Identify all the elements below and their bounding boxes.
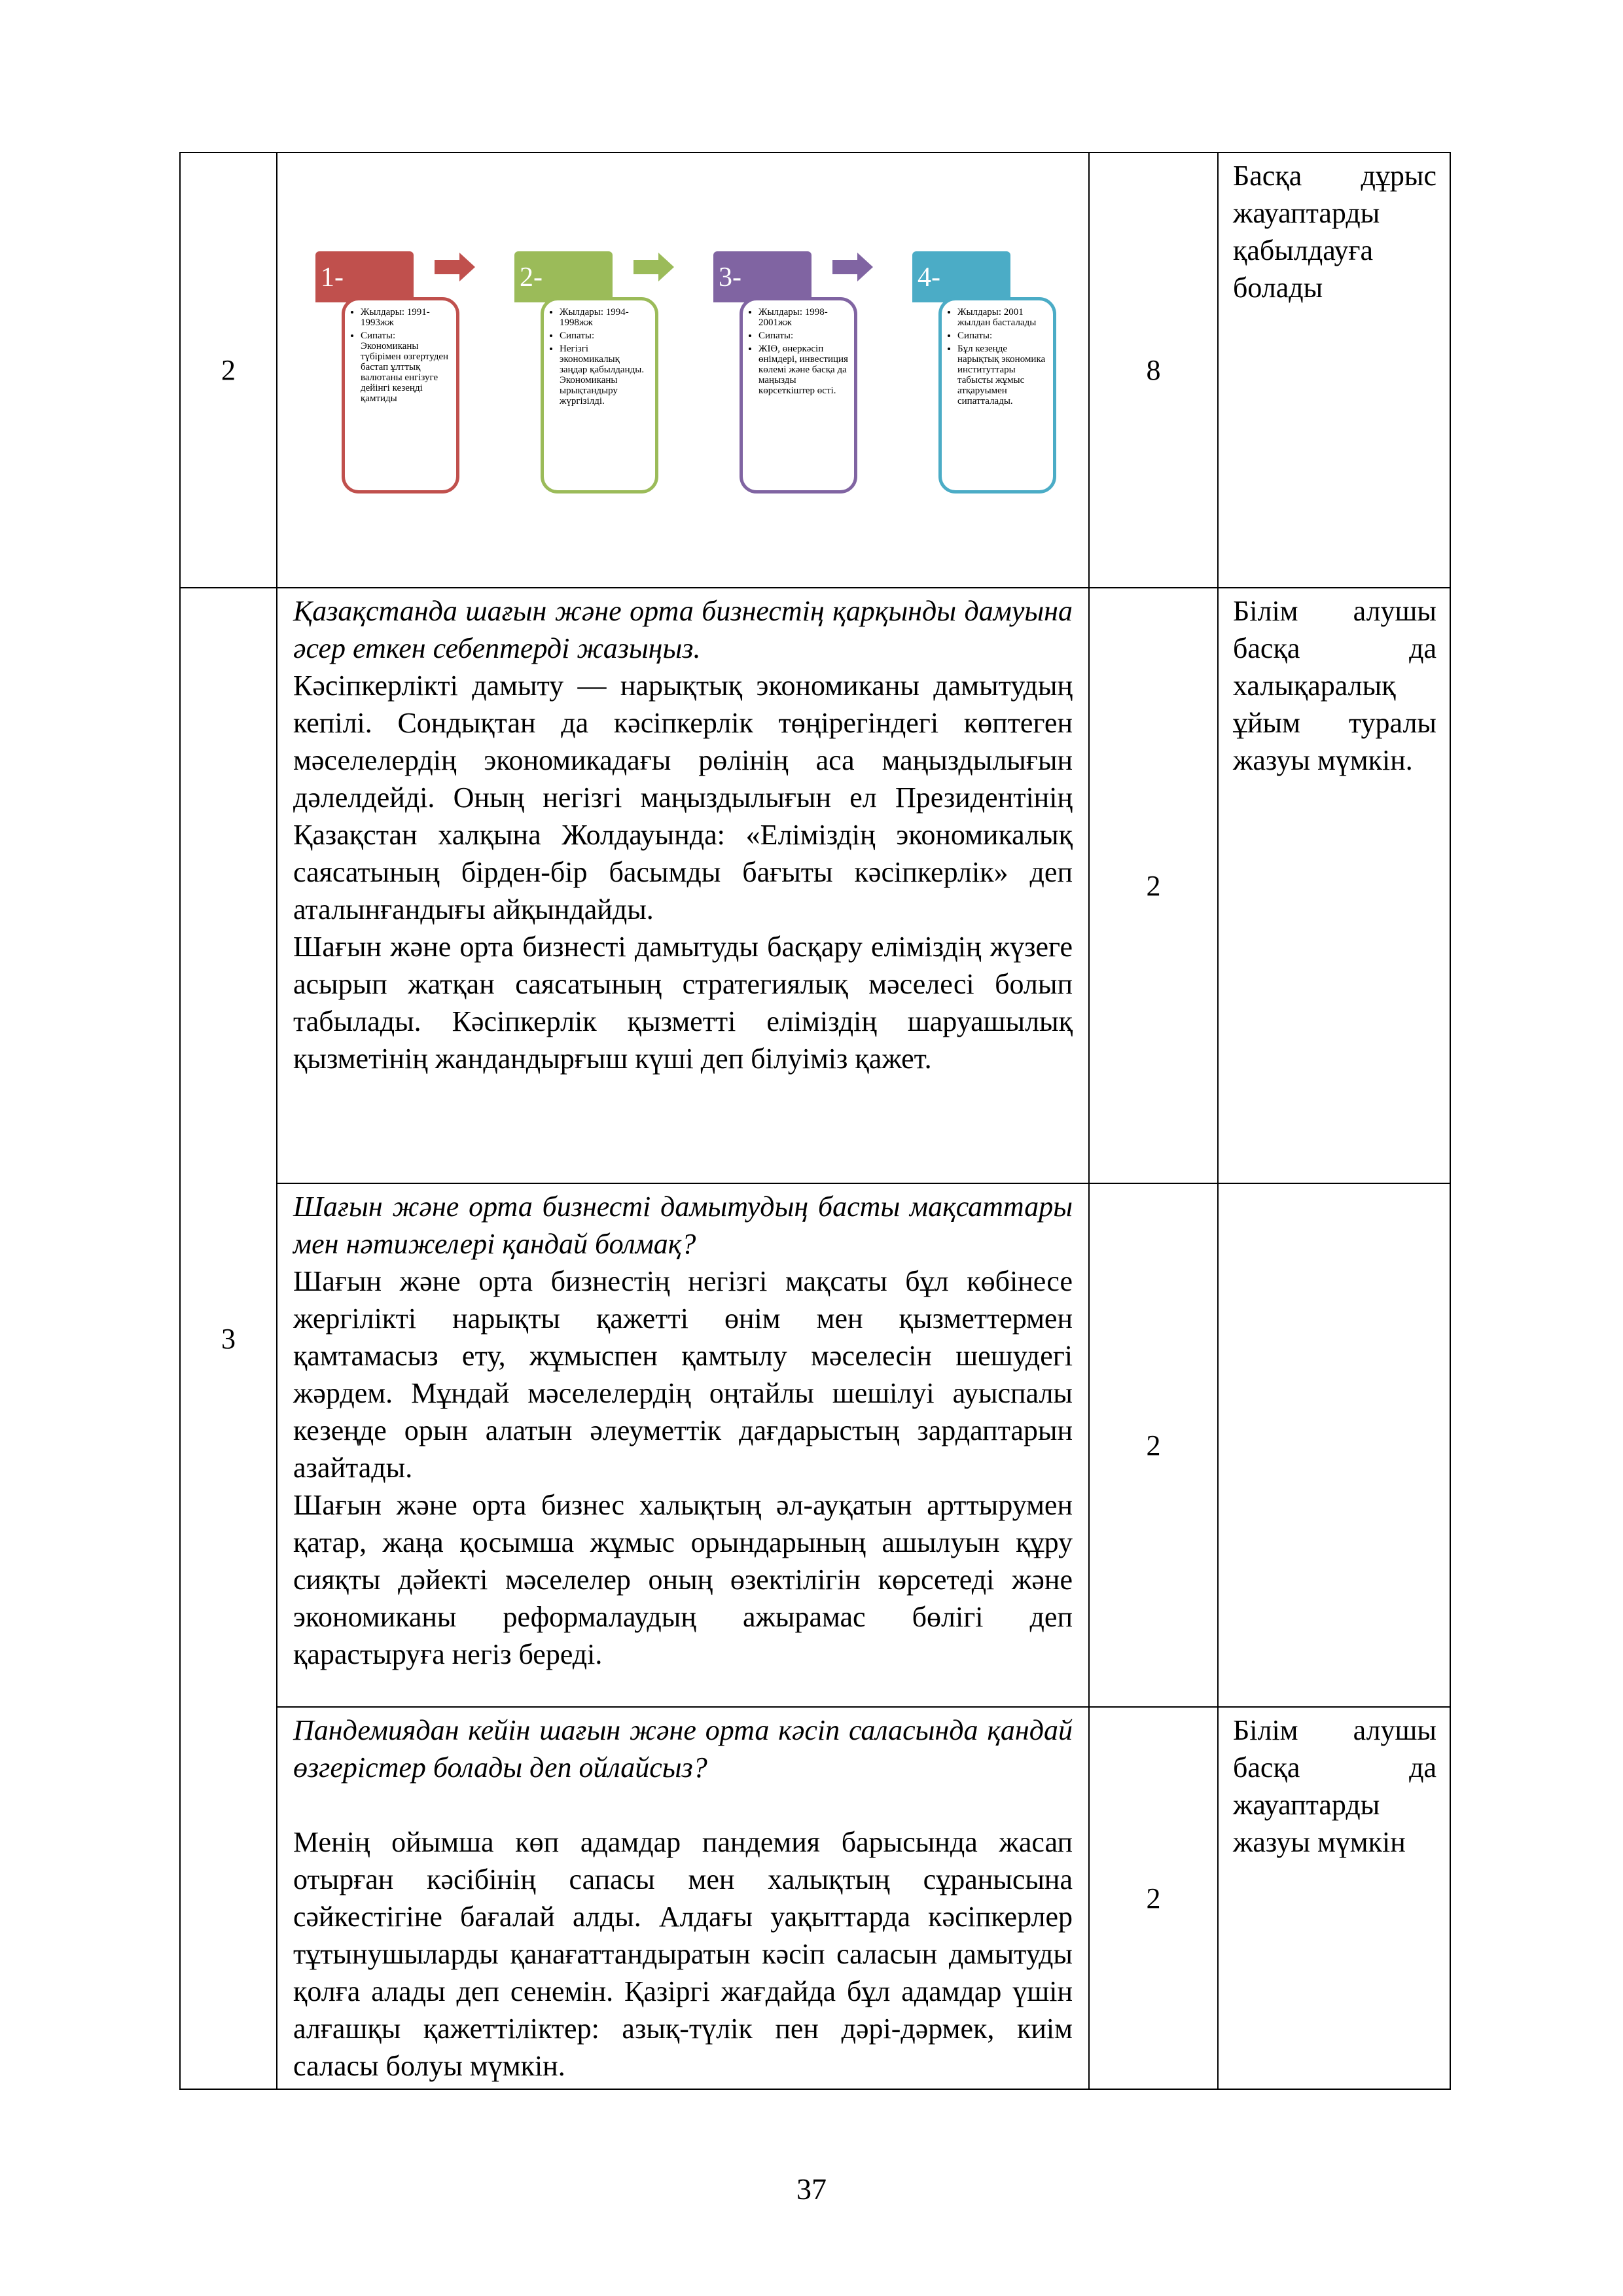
economic-stages-diagram xyxy=(277,153,1088,585)
stage-4-bullet: • Сипаты: xyxy=(957,331,1048,341)
score: 8 xyxy=(1089,152,1218,588)
grading-note-text: Білім алушы басқа да халықаралық ұйым туралы жазуы мүмкін. xyxy=(1233,595,1436,776)
stage-3-box xyxy=(740,297,857,493)
stage-1-label: 1- xyxy=(315,251,414,302)
question-text: Қазақстанда шағын және орта бизнестің қарқынды дамуына әсер еткен себептерді жазыңыз. xyxy=(293,595,1073,664)
answer-paragraph: Шағын және орта бизнесті дамытуды басқару еліміздің жүзеге асырып жатқан саясатының стратегиялық мәселесі болып табылады. Кәсіпкерлік қызметті еліміздің шаруашылық қызметінің жандандырғыш күші деп білуіміз қажет. xyxy=(293,931,1073,1075)
stage-4-bullet: • Жылдары: 2001 жылдан басталады xyxy=(957,307,1048,328)
stage-3-bullet: • ЖІӨ, өнеркәсіп өнімдері, инвестиция көлемі және басқа да маңызды көрсеткіштер өсті. xyxy=(758,344,849,396)
grading-note-text: Білім алушы басқа да жауаптарды жазуы мүмкін xyxy=(1233,1714,1436,1858)
score: 2 xyxy=(1089,1707,1218,2089)
question-text: Шағын және орта бизнесті дамытудың басты мақсаттары мен нәтижелері қандай болмақ? xyxy=(293,1191,1073,1260)
answer-cell xyxy=(277,1183,1089,1707)
arrow-right-icon xyxy=(435,253,475,281)
row-number: 2 xyxy=(180,152,277,588)
stage-4-box xyxy=(938,297,1056,493)
answer-paragraph: Менің ойымша көп адамдар пандемия барысында жасап отырған кәсібінің сапасы мен халықтың сұранысына сәйкестігіне бағалай алды. Алдағы уақыттарда кәсіпкерлер тұтынушыларды қанағаттандыратын кәсіп саласын дамытуды қолға алады деп сенемін. Қазіргі жағдайда бұл адамдар үшін алғашқы қажеттіліктер: азық-түлік пен дәрі-дәрмек, киім саласы болуы мүмкін. xyxy=(293,1826,1073,2082)
diagram-cell xyxy=(277,152,1089,588)
stage-2 xyxy=(514,251,658,493)
stage-1-box xyxy=(342,297,459,493)
stage-1-bullet: • Сипаты: Экономиканы түбірімен өзгертуден бастап ұлттық валютаны енгізуге дейінгі кезеңді қамтиды xyxy=(361,331,451,404)
stage-4-label: 4- xyxy=(912,251,1010,302)
answer-paragraph: Шағын және орта бизнес халықтың әл-ауқатын арттырумен қатар, жаңа қосымша жұмыс орындарының ашылуын құру сияқты дәйекті мәселелер оның өзектілігін көрсетеді және экономиканы реформалаудың ажырамас бөлігі деп қарастыруға негіз береді. xyxy=(293,1489,1073,1670)
stage-2-label: 2- xyxy=(514,251,613,302)
stage-2-bullet: • Сипаты: xyxy=(560,331,650,341)
score: 2 xyxy=(1089,588,1218,1183)
stage-1-bullet: • Жылдары: 1991-1993жж xyxy=(361,307,451,328)
grading-note xyxy=(1218,152,1450,588)
answer-cell xyxy=(277,1707,1089,2089)
table-row xyxy=(180,588,1450,1183)
grading-note xyxy=(1218,1183,1450,1707)
stage-4-bullet: • Бұл кезеңде нарықтық экономика институттары табысты жұмыс атқаруымен сипатталады. xyxy=(957,344,1048,406)
answer-table xyxy=(179,152,1451,2090)
score: 2 xyxy=(1089,1183,1218,1707)
stage-3-bullet: • Жылдары: 1998-2001жж xyxy=(758,307,849,328)
answer-paragraph: Шағын және орта бизнестің негізгі мақсаты бұл көбінесе жергілікті нарықты қажетті өнім мен қызметтермен қамтамасыз ету, жұмыспен қамтылу мәселесін шешудегі жәрдем. Мұндай мәселелердің оңтайлы шешілуі ауыспалы кезеңде орын алатын әлеуметтік дағдарыстың зардаптарын азайтады. xyxy=(293,1265,1073,1484)
answer-cell xyxy=(277,588,1089,1183)
question-text: Пандемиядан кейін шағын және орта кәсіп саласында қандай өзгерістер болады деп ойлайсыз? xyxy=(293,1714,1073,1784)
stage-2-bullet: • Жылдары: 1994-1998жж xyxy=(560,307,650,328)
stage-3-bullet: • Сипаты: xyxy=(758,331,849,341)
stage-1 xyxy=(315,251,459,493)
row-number: 3 xyxy=(180,588,277,2089)
arrow-right-icon xyxy=(633,253,674,281)
stage-3 xyxy=(713,251,857,493)
table-row xyxy=(180,1183,1450,1707)
stage-3-label: 3- xyxy=(713,251,812,302)
table-row xyxy=(180,152,1450,588)
stage-2-bullet: • Негізгі экономикалық заңдар қабылданды. Экономиканы ырықтандыру жүргізілді. xyxy=(560,344,650,406)
answer-paragraph: Кәсіпкерлікті дамыту — нарықтық экономиканы дамытудың кепілі. Сондықтан да кәсіпкерлік төңірегіндегі көптеген мәселелердің экономикадағы рөлінің аса маңыздылығын дәлелдейді. Оның негізгі маңыздылығын ел Президентінің Қазақстан халқына Жолдауында: «Еліміздің экономикалық саясатының бірден-бір басымды бағыты кәсіпкерлік» деп аталынғандығы айқындайды. xyxy=(293,670,1073,925)
stage-4 xyxy=(912,251,1056,493)
page-number: 37 xyxy=(796,2172,827,2206)
grading-note xyxy=(1218,588,1450,1183)
stage-2-box xyxy=(541,297,658,493)
grading-note-text: Басқа дұрыс жауаптарды қабылдауға болады xyxy=(1233,160,1436,304)
table-row xyxy=(180,1707,1450,2089)
arrow-right-icon xyxy=(832,253,873,281)
grading-note xyxy=(1218,1707,1450,2089)
